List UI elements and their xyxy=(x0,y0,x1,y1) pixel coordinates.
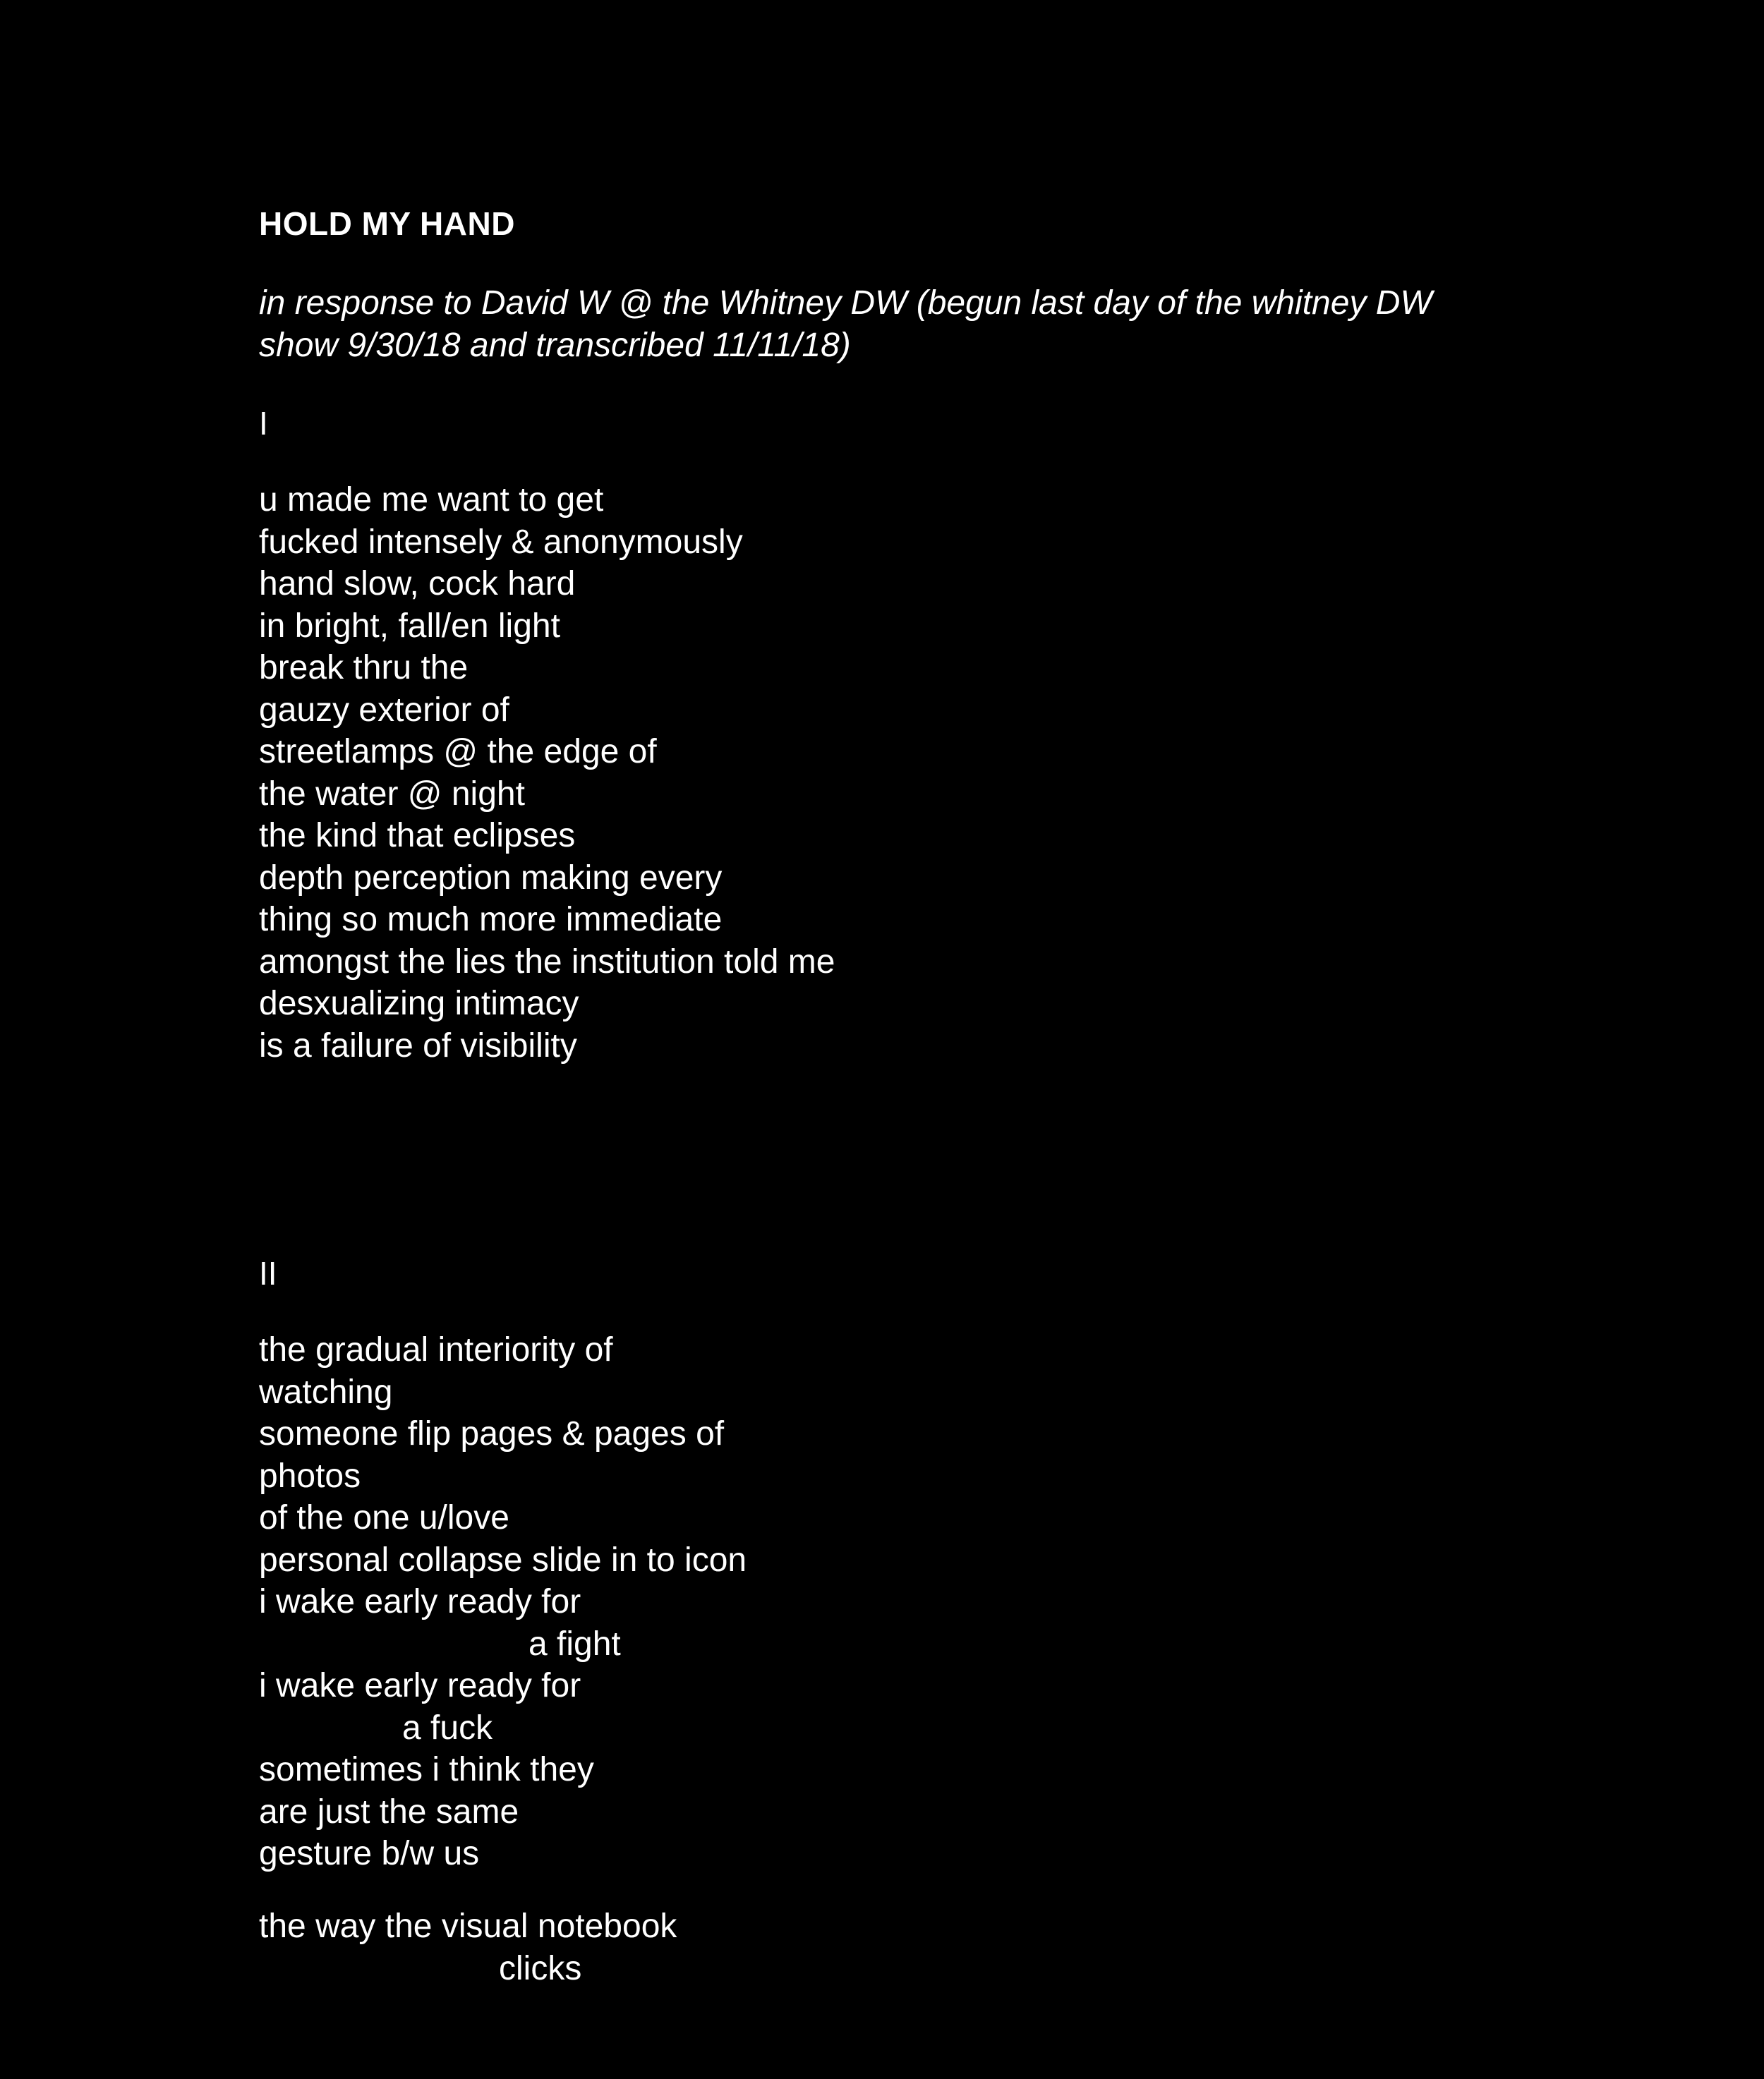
poem-line: a fight xyxy=(528,1625,621,1663)
poem-line: are just the same xyxy=(259,1793,519,1831)
poem-line: depth perception making every xyxy=(259,859,723,897)
poem-line: streetlamps @ the edge of xyxy=(259,733,657,770)
poem-line: the kind that eclipses xyxy=(259,817,576,854)
section-numeral: I xyxy=(259,405,268,442)
stanza xyxy=(259,479,835,1067)
poem-line: is a failure of visibility xyxy=(259,1026,577,1065)
poem-line: in bright, fall/en light xyxy=(259,607,560,645)
section-numeral: II xyxy=(259,1255,277,1292)
poem-line: clicks xyxy=(499,1949,582,1987)
poem-line: the way the visual notebook xyxy=(259,1908,677,1945)
poem-line: i wake early ready for xyxy=(259,1667,581,1704)
poem-line: gauzy exterior of xyxy=(259,691,509,729)
poem-line: the water @ night xyxy=(259,775,525,813)
poem-line: amongst the lies the institution told me xyxy=(259,942,835,981)
poem-line: someone flip pages & pages of xyxy=(259,1415,725,1453)
poem-line: u made me want to get xyxy=(259,481,604,519)
stanza xyxy=(259,1329,747,1875)
poem-line: sometimes i think they xyxy=(259,1751,594,1788)
poem-line: photos xyxy=(259,1457,361,1495)
poem-line: desxualizing intimacy xyxy=(259,985,579,1022)
poem-line: watching xyxy=(259,1373,393,1411)
poem-title: HOLD MY HAND xyxy=(259,205,515,242)
poem-line: a fuck xyxy=(402,1709,493,1747)
poem-line: fucked intensely & anonymously xyxy=(259,523,743,561)
poem-line: i wake early ready for xyxy=(259,1583,581,1620)
poem-line: the gradual interiority of xyxy=(259,1331,613,1369)
stanza xyxy=(259,1905,677,1989)
poem-line: gesture b/w us xyxy=(259,1835,480,1872)
poem-line: break thru the xyxy=(259,649,469,686)
poem-subtitle: in response to David W @ the Whitney DW (begun last day of the whitney DW show 9/30/18 and transcribed 11/11/18) xyxy=(259,284,1432,364)
poem-line: personal collapse slide in to icon xyxy=(259,1541,747,1579)
poem-line: hand slow, cock hard xyxy=(259,565,576,602)
poem-line: of the one u/love xyxy=(259,1499,509,1536)
poem-line: thing so much more immediate xyxy=(259,901,723,938)
